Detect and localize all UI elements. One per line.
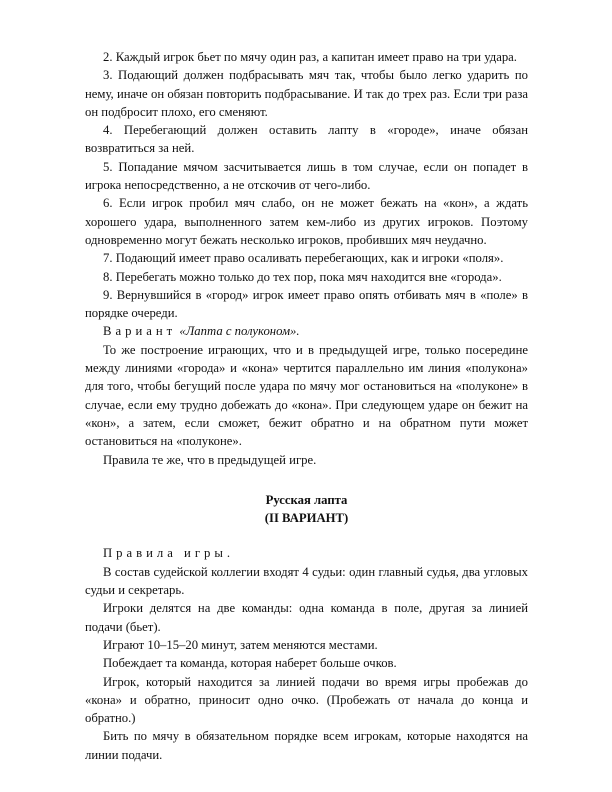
rule-item-7: 7. Подающий имеет право осаливать перебегающих, как и игроки «поля». — [103, 251, 504, 266]
section-paragraph: Побеждает та команда, которая наберет больше очков. — [103, 656, 397, 671]
rule-item-3: 3. Подающий должен подбрасывать мяч так, чтобы было легко ударить по нему, иначе он обязан повторить подбрасывание. И так до трех раз. Если три раза он подбросит плохо, его сменяют. — [85, 68, 528, 119]
rule-item-9: 9. Вернувшийся в «город» игрок имеет право опять отбивать мяч в «поле» в порядке очереди. — [85, 287, 528, 321]
variant-paragraph: То же построение играющих, что и в предыдущей игре, только посередине между линиями «города» и «кона» чертится параллельно им линия «полукона» для того, чтобы бегущий после удара по мячу мог остановиться на «полуконе» в случае, если ему трудно добежать до «кона». При следующем ударе он бежит на «кон», а затем, если сможет, бежит обратно и на обратном пути может остановиться на «полуконе». — [85, 342, 528, 449]
rule-item-8: 8. Перебегать можно только до тех пор, пока мяч находится вне «города». — [103, 269, 502, 284]
rule-item-6: 6. Если игрок пробил мяч слабо, он не может бежать на «кон», а ждать хорошего удара, выполненного затем кем-либо из других игроков. Поэтому одновременно могут бежать несколько игроков, пробивших мяч неудачно. — [85, 196, 528, 247]
variant-paragraph: Правила те же, что в предыдущей игре. — [103, 452, 317, 467]
rule-item-4: 4. Перебегающий должен оставить лапту в «городе», иначе обязан возвратиться за ней. — [85, 123, 528, 156]
section-paragraph: Бить по мячу в обязательном порядке всем игрокам, которые находятся на линии подачи. — [85, 729, 528, 762]
section-title: Русская лапта — [265, 492, 348, 507]
section-subtitle: (II ВАРИАНТ) — [264, 511, 349, 526]
rules-label: Правила игры. — [103, 546, 235, 561]
section-paragraph: Игрок, который находится за линией подачи во время игры пробежав до «кона» и обратно, приносит одно очко. (Пробежать от начала до конца и обратно.) — [85, 674, 528, 726]
variant-name: «Лапта с полуконом». — [179, 324, 300, 339]
variant-label: Вариант — [103, 324, 177, 339]
rule-item-5: 5. Попадание мячом засчитывается лишь в том случае, если он попадет в игрока непосредственно, а не отскочив от чего-либо. — [85, 159, 528, 193]
section-paragraph: В состав судейской коллегии входят 4 судьи: один главный судья, два угловых судьи и секретарь. — [85, 564, 528, 598]
section-paragraph: Играют 10–15–20 минут, затем меняются местами. — [103, 637, 378, 652]
document-body — [85, 48, 528, 764]
section-paragraph: Игроки делятся на две команды: одна команда в поле, другая за линией подачи (бьет). — [85, 601, 528, 634]
rule-item-2: 2. Каждый игрок бьет по мячу один раз, а капитан имеет право на три удара. — [103, 50, 517, 64]
variant-heading — [85, 322, 528, 340]
